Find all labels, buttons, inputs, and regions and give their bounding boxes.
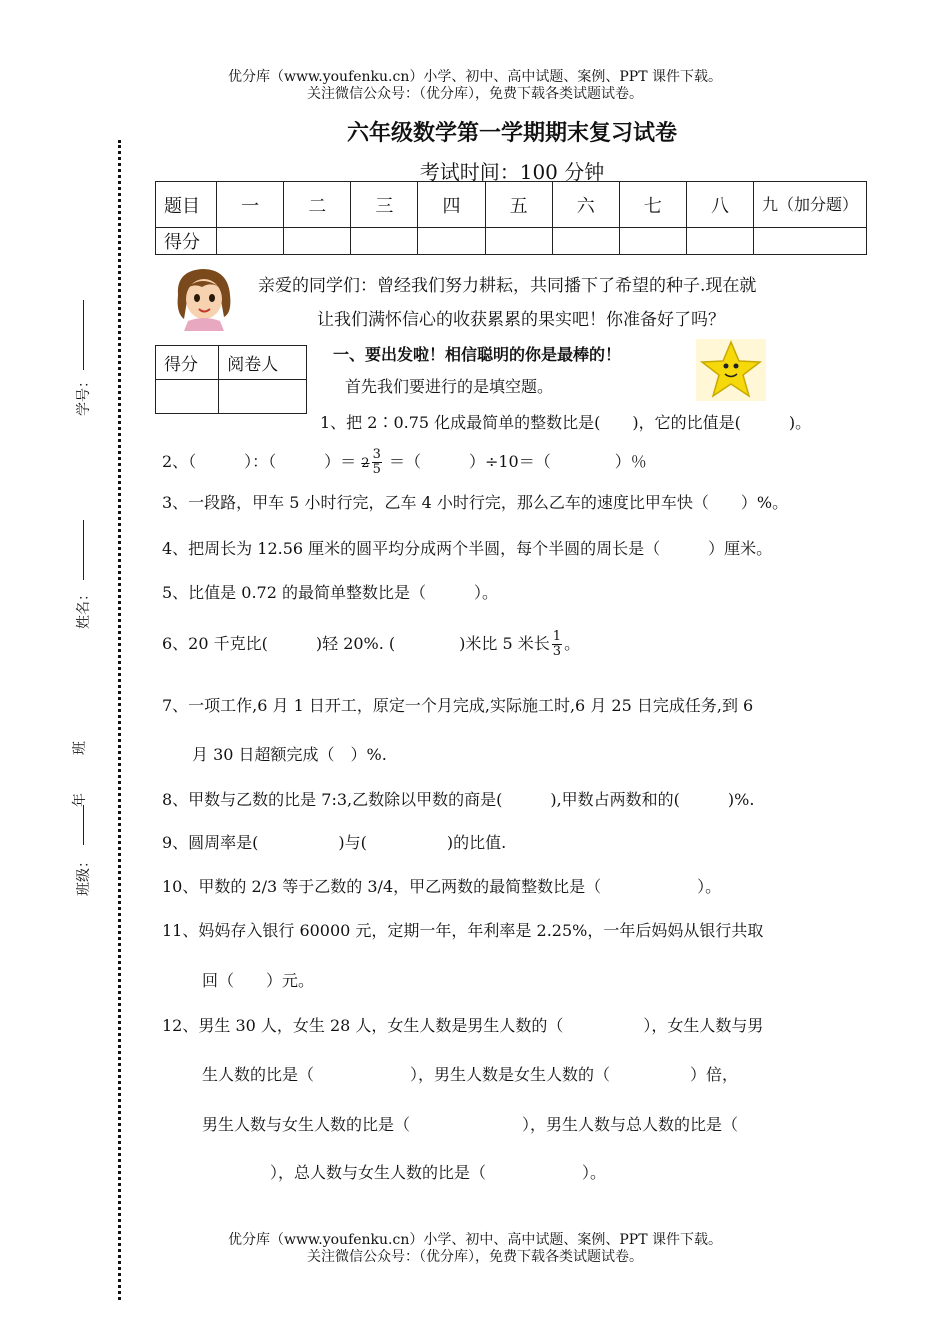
score-col-9: 九（加分题） bbox=[754, 182, 867, 228]
grader-reviewer-cell[interactable] bbox=[219, 380, 307, 414]
question-2-numerator: 3 bbox=[372, 447, 381, 462]
question-11-line-1: 11、妈妈存入银行 60000 元，定期一年，年利率是 2.25%，一年后妈妈从银行共取 bbox=[162, 921, 764, 940]
exam-time: 考试时间：100 分钟 bbox=[419, 160, 605, 184]
footer-line-1: 优分库（www.youfenku.cn）小学、初中、高中试题、案例、PPT 课件下载。 bbox=[227, 1232, 722, 1248]
question-2-prefix: 2、（ ）：（ ）＝ bbox=[162, 452, 357, 471]
score-col-2: 二 bbox=[284, 182, 351, 228]
grader-score-cell[interactable] bbox=[156, 380, 219, 414]
question-1: 1、把 2∶0.75 化成最简单的整数比是( )，它的比值是( )。 bbox=[320, 413, 812, 432]
nian-label: 年 bbox=[72, 793, 88, 807]
header-line-2: 关注微信公众号：（优分库），免费下载各类试题试卷。 bbox=[307, 86, 643, 102]
score-cell[interactable] bbox=[552, 228, 619, 255]
grader-score-label: 得分 bbox=[156, 346, 219, 380]
question-12-line-4: ），总人数与女生人数的比是（ ）。 bbox=[270, 1163, 607, 1182]
grader-reviewer-label: 阅卷人 bbox=[219, 346, 307, 380]
score-col-1: 一 bbox=[217, 182, 284, 228]
question-6 bbox=[162, 630, 580, 659]
score-cell[interactable] bbox=[284, 228, 351, 255]
question-7-line-2: 月 30 日超额完成（ ）%. bbox=[192, 745, 387, 764]
score-col-4: 四 bbox=[418, 182, 485, 228]
star-illustration bbox=[696, 339, 766, 401]
score-cell[interactable] bbox=[619, 228, 686, 255]
question-12-line-3: 男生人数与女生人数的比是（ ），男生人数与总人数的比是（ bbox=[202, 1115, 739, 1134]
question-2 bbox=[162, 448, 647, 477]
score-col-6: 六 bbox=[552, 182, 619, 228]
page-title: 六年级数学第一学期期末复习试卷 bbox=[346, 120, 677, 146]
intro-line-2: 让我们满怀信心的收获累累的果实吧！你准备好了吗？ bbox=[317, 310, 725, 330]
question-3: 3、一段路，甲车 5 小时行完，乙车 4 小时行完，那么乙车的速度比甲车快（ ）%。 bbox=[162, 493, 789, 512]
question-6-numerator: 1 bbox=[552, 629, 562, 644]
question-6-suffix: 。 bbox=[564, 634, 581, 653]
question-12-line-2: 生人数的比是（ ），男生人数是女生人数的（ ）倍， bbox=[202, 1065, 739, 1084]
question-2-fraction bbox=[372, 448, 382, 477]
footer-line-2: 关注微信公众号：（优分库），免费下载各类试题试卷。 bbox=[307, 1249, 643, 1265]
question-12-line-1: 12、男生 30 人，女生 28 人，女生人数是男生人数的（ ），女生人数与男 bbox=[162, 1016, 764, 1035]
ban-label: 班 bbox=[72, 741, 88, 755]
student-no-label: 学号： bbox=[76, 374, 92, 416]
header-line-1: 优分库（www.youfenku.cn）小学、初中、高中试题、案例、PPT 课件下载。 bbox=[227, 69, 722, 85]
section-1-lead: 首先我们要进行的是填空题。 bbox=[345, 377, 554, 396]
question-2-whole: 2 bbox=[361, 456, 370, 471]
class-grade-label: 班级： bbox=[76, 854, 92, 896]
student-no-underline bbox=[83, 300, 84, 370]
grader-table bbox=[155, 345, 307, 414]
score-cell[interactable] bbox=[686, 228, 753, 255]
section-1-heading: 一、要出发啦！相信聪明的你是最棒的！ bbox=[333, 345, 622, 364]
score-cell[interactable] bbox=[217, 228, 284, 255]
score-table-header-label: 题目 bbox=[156, 182, 217, 228]
question-11-line-2: 回（ ）元。 bbox=[202, 971, 315, 990]
score-col-8: 八 bbox=[686, 182, 753, 228]
name-label: 姓名： bbox=[76, 587, 92, 629]
class-underline bbox=[83, 805, 84, 845]
question-6-fraction bbox=[552, 630, 562, 659]
question-6-denominator: 3 bbox=[552, 644, 562, 659]
score-col-3: 三 bbox=[351, 182, 418, 228]
binding-margin-line bbox=[118, 140, 121, 1300]
girl-illustration bbox=[172, 265, 236, 331]
question-8: 8、甲数与乙数的比是 7:3,乙数除以甲数的商是( ),甲数占两数和的( )%. bbox=[162, 790, 755, 809]
score-table bbox=[155, 181, 867, 255]
question-5: 5、比值是 0.72 的最简单整数比是（ ）。 bbox=[162, 583, 498, 602]
score-row-label: 得分 bbox=[156, 228, 217, 255]
score-cell[interactable] bbox=[418, 228, 485, 255]
score-cell[interactable] bbox=[754, 228, 867, 255]
score-cell[interactable] bbox=[351, 228, 418, 255]
question-6-prefix: 6、20 千克比( )轻 20%. ( )米比 5 米长 bbox=[162, 634, 550, 653]
score-col-7: 七 bbox=[619, 182, 686, 228]
question-4: 4、把周长为 12.56 厘米的圆平均分成两个半圆，每个半圆的周长是（ ）厘米。 bbox=[162, 539, 773, 558]
question-2-denominator: 5 bbox=[372, 462, 381, 477]
name-underline bbox=[83, 520, 84, 580]
score-col-5: 五 bbox=[485, 182, 552, 228]
question-10: 10、甲数的 2/3 等于乙数的 3/4，甲乙两数的最简整数比是（ ）。 bbox=[162, 877, 722, 896]
question-9: 9、圆周率是( )与( )的比值. bbox=[162, 833, 507, 852]
question-2-suffix: ＝（ ）÷10＝（ ）％ bbox=[388, 452, 647, 471]
question-7-line-1: 7、一项工作,6 月 1 日开工，原定一个月完成,实际施工时,6 月 25 日完成任务,到 6 bbox=[162, 696, 754, 715]
intro-line-1: 亲爱的同学们：曾经我们努力耕耘，共同播下了希望的种子.现在就 bbox=[258, 276, 757, 296]
score-cell[interactable] bbox=[485, 228, 552, 255]
